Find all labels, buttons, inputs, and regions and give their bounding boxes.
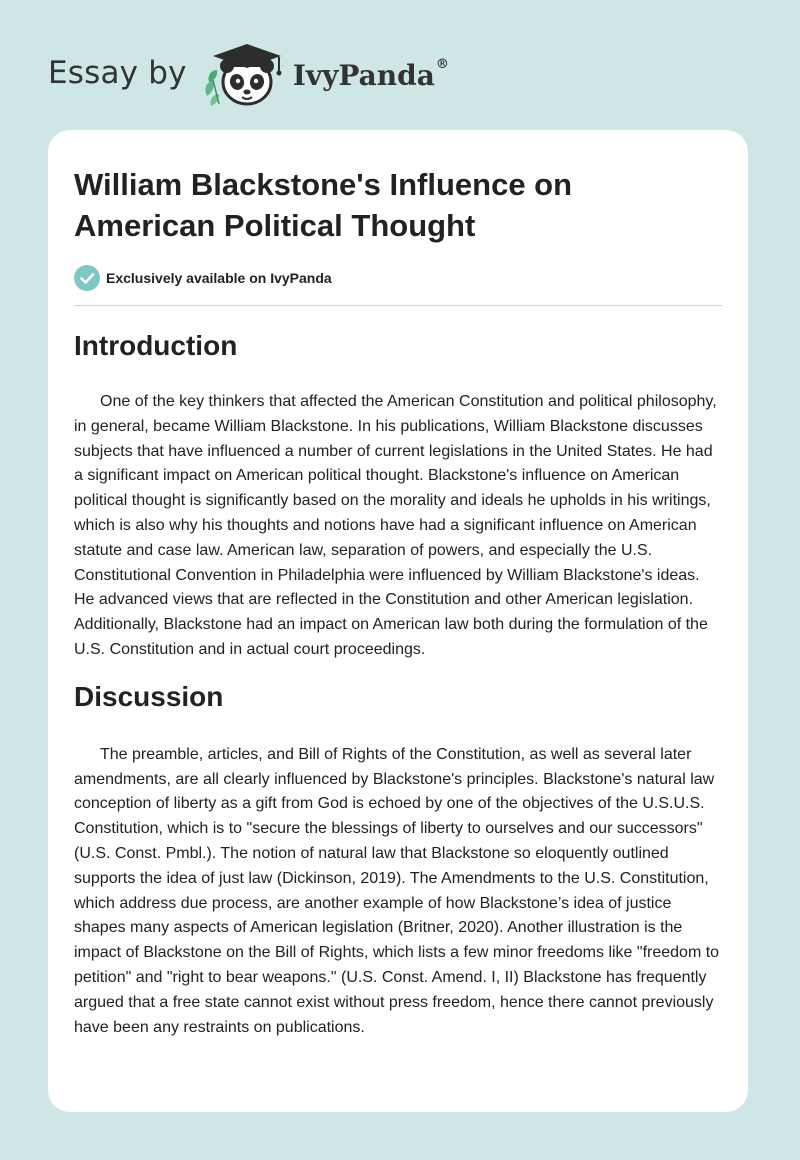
logo-brand-name: IvyPanda — [292, 58, 435, 92]
exclusive-badge — [74, 264, 722, 292]
section-body-discussion: The preamble, articles, and Bill of Rights of the Constitution, as well as several later amendments, are all clearly influenced by Blackstone's principles. Blackstone's natural law conception of liberty as a gift from God is echoed by one of the objectives of the U.S.U.S. Constitution, which is to "secure the blessings of liberty to ourselves and our successors" (U.S. Const. Pmbl.). The notion of natural law that Blackstone so eloquently outlined supports the idea of just law (Dickinson, 2019). The Amendments to the U.S. Constitution, which address due process, are another example of how Blackstone’s idea of justice shapes many aspects of American legislation (Britner, 2020). Another illustration is the impact of Blackstone on the Bill of Rights, which lists a few minor freedoms like "freedom to petition" and "right to bear weapons." (U.S. Const. Amend. I, II) Blackstone has frequently argued that a free state cannot exist without press freedom, hence there cannot previously have been any restraints on publications. — [74, 745, 720, 1036]
essay-card — [48, 130, 748, 1112]
section-body-introduction: One of the key thinkers that affected the American Constitution and political philosophy, in general, became William Blackstone. In his publications, William Blackstone discusses subjects that have influenced a number of current legislations in the United States. He had a significant impact on American political thought. Blackstone's influence on American political thought is significantly based on the morality and ideals he upholds in his writings, which is also why his thoughts and notions have had a significant influence on American statute and case law. American law, separation of powers, and especially the U.S. Constitutional Convention in Philadelphia were influenced by William Blackstone's ideas. He advanced views that are reflected in the Constitution and other American legislation. Additionally, Blackstone had an impact on American law both during the formulation of the U.S. Constitution and in actual court proceedings. — [74, 393, 717, 658]
title-divider — [74, 305, 722, 306]
check-circle-icon — [74, 265, 100, 291]
essay-title: William Blackstone's Influence on American Political Thought — [74, 167, 573, 243]
logo-prefix: Essay by — [48, 55, 187, 91]
section-heading-discussion: Discussion — [74, 680, 224, 712]
exclusive-badge-label: Exclusively available on IvyPanda — [106, 270, 332, 286]
registered-mark: ® — [435, 57, 449, 73]
site-logo[interactable] — [48, 36, 449, 110]
panda-graduate-icon — [197, 36, 289, 110]
logo-brand — [293, 59, 449, 92]
section-heading-introduction: Introduction — [74, 330, 238, 361]
